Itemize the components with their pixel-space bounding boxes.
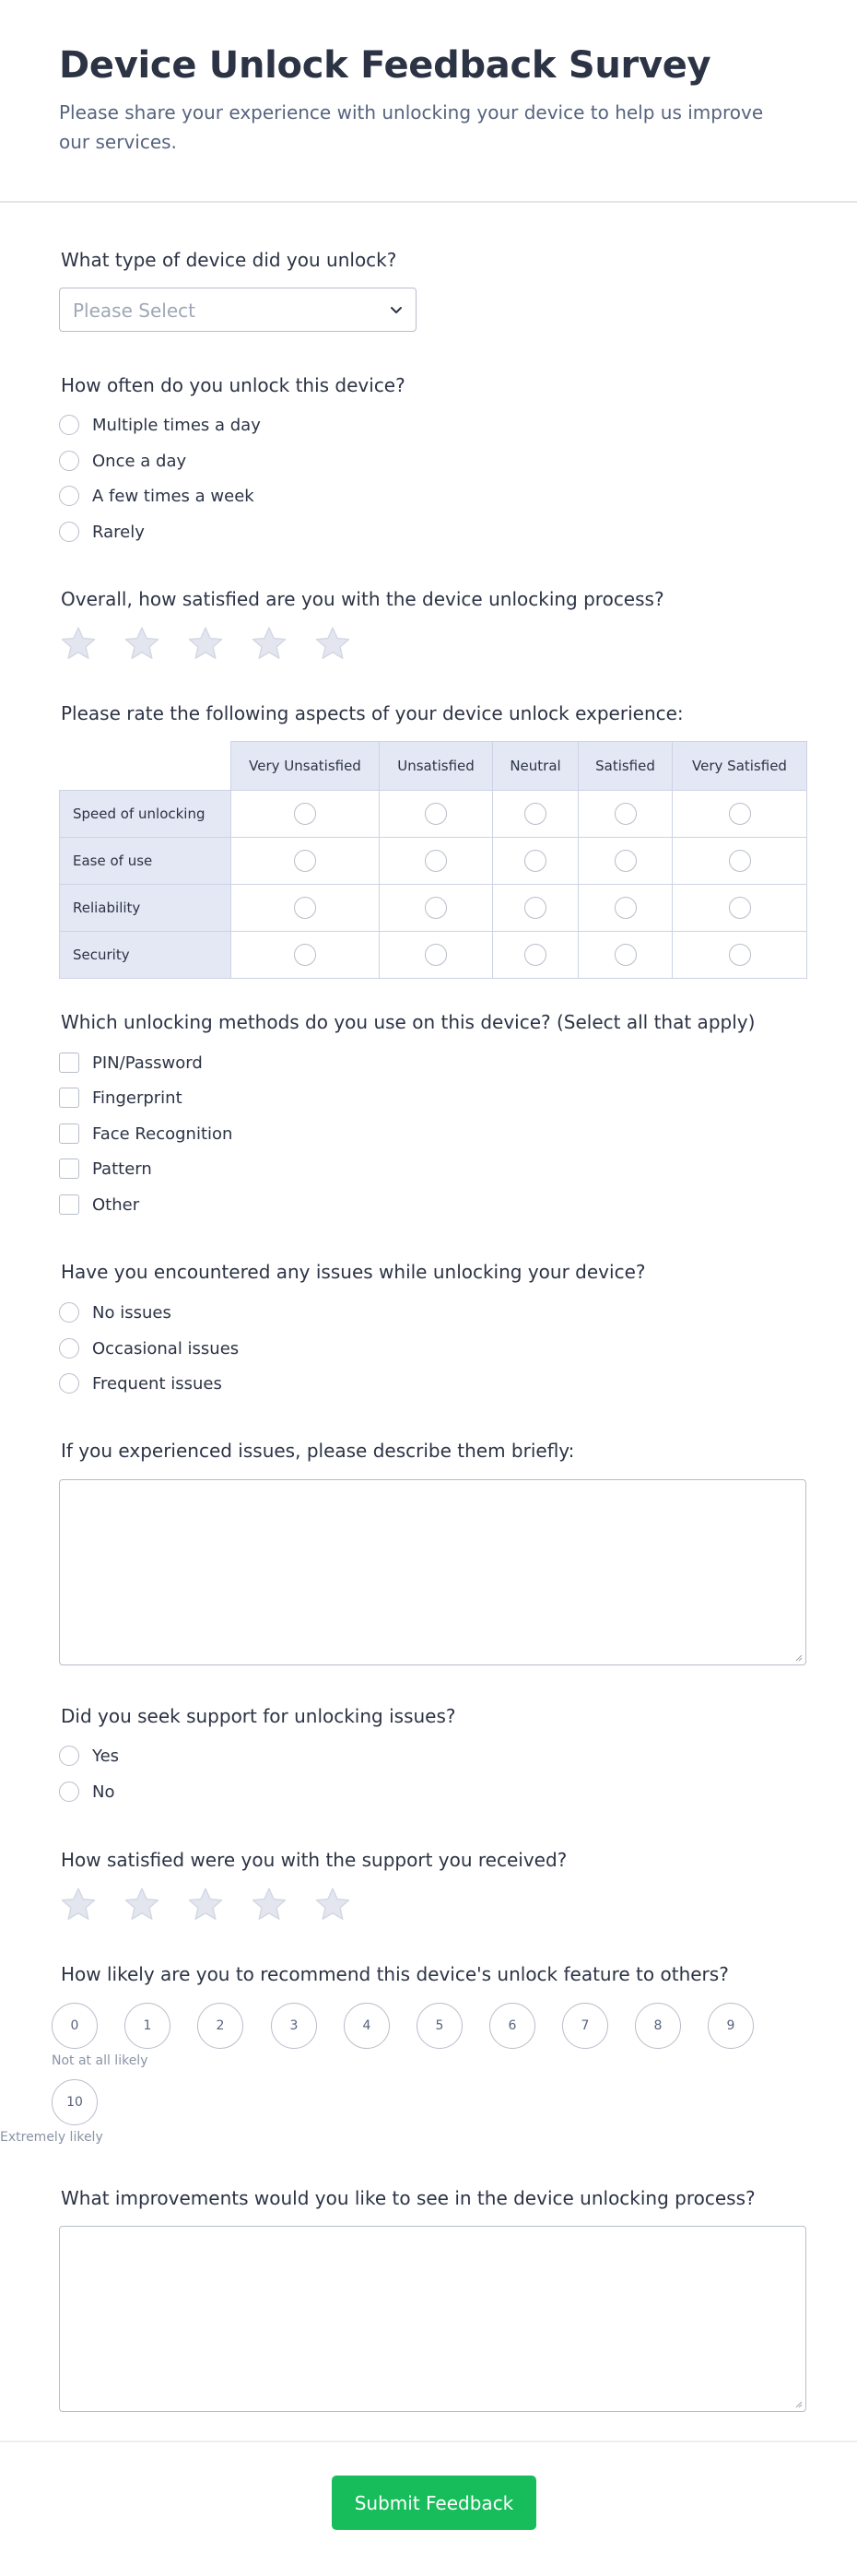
resize-grip-icon[interactable] bbox=[793, 1653, 803, 1662]
radio-label: Occasional issues bbox=[92, 1338, 240, 1359]
scale-option-5[interactable]: 5 bbox=[417, 2003, 463, 2049]
radio-label: Frequent issues bbox=[92, 1373, 222, 1394]
checkbox[interactable] bbox=[59, 1053, 79, 1073]
question-device-type: What type of device did you unlock? bbox=[61, 249, 397, 271]
matrix-radio[interactable] bbox=[425, 944, 447, 966]
form-header bbox=[0, 0, 857, 203]
radio-label: Rarely bbox=[92, 522, 145, 542]
star-icon[interactable] bbox=[186, 1886, 225, 1924]
matrix-radio[interactable] bbox=[524, 850, 546, 872]
matrix-header-row bbox=[60, 742, 807, 791]
radio-option[interactable] bbox=[59, 1370, 222, 1396]
scale-option-1[interactable]: 1 bbox=[124, 2003, 170, 2049]
matrix-radio[interactable] bbox=[294, 897, 316, 919]
matrix-radio[interactable] bbox=[615, 944, 637, 966]
radio-button[interactable] bbox=[59, 486, 79, 506]
radio-label: Multiple times a day bbox=[92, 415, 261, 435]
radio-label: Yes bbox=[92, 1746, 120, 1766]
scale-option-3[interactable]: 3 bbox=[271, 2003, 317, 2049]
scale-option-6[interactable]: 6 bbox=[489, 2003, 535, 2049]
matrix-column-header: Satisfied bbox=[579, 742, 673, 791]
matrix-radio[interactable] bbox=[425, 850, 447, 872]
radio-option[interactable] bbox=[59, 483, 254, 509]
radio-option[interactable] bbox=[59, 1743, 119, 1769]
question-recommend-likelihood: How likely are you to recommend this device's unlock feature to others? bbox=[61, 1963, 729, 1985]
scale-option-4[interactable]: 4 bbox=[344, 2003, 390, 2049]
matrix-column-header: Very Unsatisfied bbox=[231, 742, 380, 791]
matrix-radio[interactable] bbox=[729, 897, 751, 919]
question-aspect-ratings: Please rate the following aspects of your device unlock experience: bbox=[61, 702, 684, 724]
improvements-textarea[interactable] bbox=[59, 2226, 806, 2412]
radio-label: No issues bbox=[92, 1302, 171, 1323]
matrix-radio[interactable] bbox=[615, 803, 637, 825]
matrix-radio[interactable] bbox=[615, 897, 637, 919]
dropdown-placeholder: Please Select bbox=[73, 300, 195, 322]
form-subtitle: Please share your experience with unlocking your device to help us improve our services. bbox=[59, 101, 764, 153]
checkbox-label: PIN/Password bbox=[92, 1053, 203, 1073]
question-unlock-methods: Which unlocking methods do you use on this device? (Select all that apply) bbox=[61, 1011, 756, 1033]
star-icon[interactable] bbox=[123, 625, 161, 664]
radio-label: A few times a week bbox=[92, 486, 254, 506]
checkbox-label: Fingerprint bbox=[92, 1088, 182, 1108]
radio-option[interactable] bbox=[59, 412, 261, 438]
radio-option[interactable] bbox=[59, 519, 145, 545]
star-icon[interactable] bbox=[313, 625, 352, 664]
form-title: Device Unlock Feedback Survey bbox=[59, 44, 711, 87]
radio-option[interactable] bbox=[59, 448, 186, 474]
matrix-column-header: Very Satisfied bbox=[673, 742, 807, 791]
checkbox-option[interactable] bbox=[59, 1156, 152, 1182]
scale-max-caption: Extremely likely bbox=[0, 2130, 103, 2145]
matrix-row-label: Security bbox=[60, 932, 231, 979]
matrix-row-label: Speed of unlocking bbox=[60, 791, 231, 838]
star-icon[interactable] bbox=[313, 1886, 352, 1924]
star-icon[interactable] bbox=[123, 1886, 161, 1924]
matrix-row-label: Ease of use bbox=[60, 838, 231, 885]
radio-button[interactable] bbox=[59, 1782, 79, 1802]
issues-description-textarea[interactable] bbox=[59, 1479, 806, 1665]
matrix-radio[interactable] bbox=[425, 803, 447, 825]
scale-option-8[interactable]: 8 bbox=[635, 2003, 681, 2049]
checkbox[interactable] bbox=[59, 1194, 79, 1215]
question-sought-support: Did you seek support for unlocking issues? bbox=[61, 1705, 456, 1727]
matrix-row bbox=[60, 932, 807, 979]
matrix-corner bbox=[60, 742, 231, 791]
question-overall-satisfaction: Overall, how satisfied are you with the device unlocking process? bbox=[61, 588, 664, 610]
radio-label: No bbox=[92, 1782, 115, 1802]
radio-option[interactable] bbox=[59, 1300, 171, 1325]
scale-option-10[interactable]: 10 bbox=[52, 2079, 98, 2125]
radio-button[interactable] bbox=[59, 1338, 79, 1359]
checkbox-option[interactable] bbox=[59, 1121, 232, 1147]
scale-option-0[interactable]: 0 bbox=[52, 2003, 98, 2049]
matrix-radio[interactable] bbox=[524, 944, 546, 966]
radio-button[interactable] bbox=[59, 522, 79, 542]
question-unlock-issues: Have you encountered any issues while unlocking your device? bbox=[61, 1261, 646, 1283]
matrix-radio[interactable] bbox=[294, 803, 316, 825]
matrix-radio[interactable] bbox=[524, 897, 546, 919]
checkbox[interactable] bbox=[59, 1159, 79, 1179]
scale-option-7[interactable]: 7 bbox=[562, 2003, 608, 2049]
matrix-radio[interactable] bbox=[615, 850, 637, 872]
matrix-radio[interactable] bbox=[294, 944, 316, 966]
chevron-down-icon bbox=[388, 301, 405, 318]
checkbox-label: Face Recognition bbox=[92, 1123, 233, 1144]
radio-button[interactable] bbox=[59, 1373, 79, 1394]
matrix-radio[interactable] bbox=[524, 803, 546, 825]
checkbox-option[interactable] bbox=[59, 1192, 139, 1217]
matrix-radio[interactable] bbox=[729, 850, 751, 872]
radio-option[interactable] bbox=[59, 1779, 114, 1805]
checkbox[interactable] bbox=[59, 1088, 79, 1108]
scale-option-2[interactable]: 2 bbox=[197, 2003, 243, 2049]
checkbox[interactable] bbox=[59, 1123, 79, 1144]
matrix-radio[interactable] bbox=[294, 850, 316, 872]
star-icon[interactable] bbox=[59, 1886, 98, 1924]
radio-option[interactable] bbox=[59, 1335, 239, 1361]
scale-option-9[interactable]: 9 bbox=[708, 2003, 754, 2049]
checkbox-label: Pattern bbox=[92, 1159, 152, 1179]
matrix-row-label: Reliability bbox=[60, 885, 231, 932]
matrix-radio[interactable] bbox=[729, 944, 751, 966]
submit-button[interactable]: Submit Feedback bbox=[332, 2476, 536, 2530]
star-icon[interactable] bbox=[186, 625, 225, 664]
matrix-radio[interactable] bbox=[425, 897, 447, 919]
matrix-column-header: Unsatisfied bbox=[380, 742, 493, 791]
question-improvements: What improvements would you like to see in the device unlocking process? bbox=[61, 2187, 756, 2209]
star-rating-overall[interactable] bbox=[59, 625, 377, 664]
star-icon[interactable] bbox=[250, 1886, 288, 1924]
checkbox-option[interactable] bbox=[59, 1085, 182, 1111]
matrix-row bbox=[60, 791, 807, 838]
question-support-satisfaction: How satisfied were you with the support you received? bbox=[61, 1849, 568, 1871]
radio-label: Once a day bbox=[92, 451, 187, 471]
radio-button[interactable] bbox=[59, 415, 79, 435]
question-unlock-frequency: How often do you unlock this device? bbox=[61, 374, 405, 396]
radio-button[interactable] bbox=[59, 1302, 79, 1323]
radio-button[interactable] bbox=[59, 451, 79, 471]
scale-min-caption: Not at all likely bbox=[52, 2053, 148, 2068]
matrix-radio[interactable] bbox=[729, 803, 751, 825]
resize-grip-icon[interactable] bbox=[793, 2399, 803, 2408]
star-icon[interactable] bbox=[250, 625, 288, 664]
device-type-dropdown[interactable] bbox=[59, 288, 417, 332]
star-rating-support[interactable] bbox=[59, 1886, 377, 1924]
matrix-row bbox=[60, 885, 807, 932]
checkbox-label: Other bbox=[92, 1194, 140, 1215]
rating-matrix bbox=[59, 741, 807, 979]
matrix-column-header: Neutral bbox=[493, 742, 579, 791]
radio-button[interactable] bbox=[59, 1746, 79, 1766]
star-icon[interactable] bbox=[59, 625, 98, 664]
matrix-row bbox=[60, 838, 807, 885]
checkbox-option[interactable] bbox=[59, 1050, 203, 1076]
question-describe-issues: If you experienced issues, please describe them briefly: bbox=[61, 1440, 575, 1462]
